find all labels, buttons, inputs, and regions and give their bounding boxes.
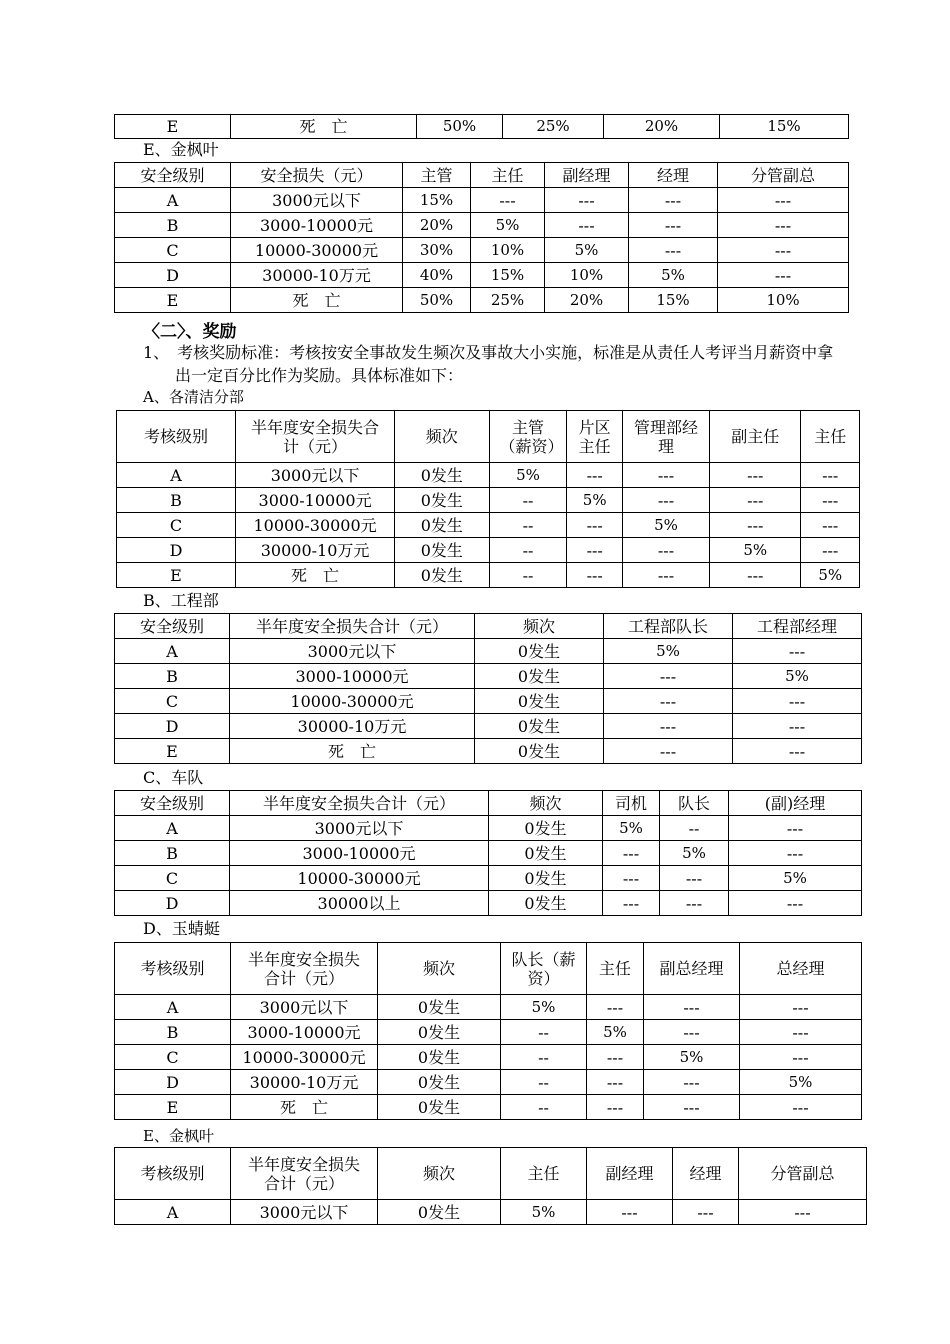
table-cell: D bbox=[115, 263, 231, 288]
table-row bbox=[115, 689, 862, 714]
table-cell: --- bbox=[718, 213, 849, 238]
table-cell: --- bbox=[718, 263, 849, 288]
table-row bbox=[115, 1045, 862, 1070]
table-cell: E bbox=[117, 563, 236, 588]
cleaning-table bbox=[116, 410, 860, 588]
table-cell: --- bbox=[644, 1070, 740, 1095]
column-header: 司机 bbox=[603, 791, 660, 816]
table-cell: D bbox=[115, 1070, 231, 1095]
table-cell: --- bbox=[710, 488, 801, 513]
table-cell: --- bbox=[587, 1045, 644, 1070]
table-row bbox=[115, 866, 862, 891]
column-header: 频次 bbox=[378, 943, 501, 995]
table-header-row bbox=[117, 411, 860, 463]
table-cell: -- bbox=[489, 488, 567, 513]
table-row bbox=[115, 213, 849, 238]
table-cell: 3000-10000元 bbox=[230, 841, 489, 866]
section-label-jinfengye-penalty: E、金枫叶 bbox=[143, 140, 219, 159]
table-cell: C bbox=[115, 1045, 231, 1070]
table-cell: --- bbox=[801, 488, 860, 513]
table-cell: -- bbox=[489, 563, 567, 588]
table-cell: A bbox=[115, 1200, 231, 1225]
table-cell: --- bbox=[729, 891, 862, 916]
table-cell: --- bbox=[801, 538, 860, 563]
table-row bbox=[115, 739, 862, 764]
table-cell: --- bbox=[733, 689, 862, 714]
table-cell: A bbox=[117, 463, 236, 488]
table-header-row bbox=[115, 1148, 867, 1200]
table-cell: -- bbox=[660, 816, 729, 841]
table-cell: 0发生 bbox=[395, 538, 489, 563]
table-cell: 0发生 bbox=[378, 995, 501, 1020]
table-cell: 15% bbox=[403, 188, 471, 213]
table-cell: C bbox=[115, 689, 230, 714]
table-cell: 5% bbox=[587, 1020, 644, 1045]
table-cell: 10000-30000元 bbox=[230, 689, 475, 714]
table-cell: --- bbox=[567, 538, 622, 563]
table-cell: D bbox=[115, 891, 230, 916]
section-label-yuqingting: D、玉蜻蜓 bbox=[143, 919, 220, 938]
column-header: 副经理 bbox=[545, 163, 629, 188]
table-cell: --- bbox=[587, 1070, 644, 1095]
column-header: 考核级别 bbox=[117, 411, 236, 463]
table-cell: -- bbox=[501, 1045, 587, 1070]
table-cell: 3000元以下 bbox=[236, 463, 395, 488]
table-cell: 5% bbox=[604, 639, 733, 664]
reward-standard-paragraph bbox=[143, 341, 843, 387]
column-header: 安全级别 bbox=[115, 791, 230, 816]
table-row bbox=[115, 995, 862, 1020]
table-cell: --- bbox=[629, 188, 718, 213]
column-header: 频次 bbox=[395, 411, 489, 463]
table-row bbox=[117, 563, 860, 588]
table-cell: --- bbox=[644, 995, 740, 1020]
table-cell: -- bbox=[501, 1095, 587, 1120]
table-cell: 死 亡 bbox=[231, 1095, 378, 1120]
column-header: 管理部经理 bbox=[622, 411, 709, 463]
table-cell: --- bbox=[567, 513, 622, 538]
table-cell: 0发生 bbox=[395, 513, 489, 538]
table-cell: 10% bbox=[545, 263, 629, 288]
table-cell: 30000以上 bbox=[230, 891, 489, 916]
section-label-cleaning: A、各清洁分部 bbox=[143, 388, 244, 406]
table-cell: 3000元以下 bbox=[231, 995, 378, 1020]
table-cell: --- bbox=[739, 1200, 867, 1225]
table-cell: --- bbox=[545, 213, 629, 238]
table-row bbox=[115, 115, 849, 139]
table-cell: 20% bbox=[604, 115, 720, 139]
table-row bbox=[115, 288, 849, 313]
top-continuation-table bbox=[114, 114, 849, 139]
table-cell: 20% bbox=[403, 213, 471, 238]
table-cell: 0发生 bbox=[378, 1045, 501, 1070]
table-cell: 0发生 bbox=[475, 639, 604, 664]
table-cell: 10% bbox=[471, 238, 545, 263]
table-cell: 3000-10000元 bbox=[236, 488, 395, 513]
column-header: 安全级别 bbox=[115, 163, 231, 188]
table-header-row bbox=[115, 614, 862, 639]
table-header-row bbox=[115, 163, 849, 188]
table-cell: 40% bbox=[403, 263, 471, 288]
table-cell: --- bbox=[604, 664, 733, 689]
column-header: 分管副总 bbox=[718, 163, 849, 188]
table-cell: 5% bbox=[733, 664, 862, 689]
column-header: 工程部经理 bbox=[733, 614, 862, 639]
table-cell: 5% bbox=[740, 1070, 862, 1095]
table-cell: --- bbox=[644, 1095, 740, 1120]
table-cell: 0发生 bbox=[489, 816, 603, 841]
table-row bbox=[117, 463, 860, 488]
table-cell: 10% bbox=[718, 288, 849, 313]
table-cell: A bbox=[115, 995, 231, 1020]
table-cell: 0发生 bbox=[475, 664, 604, 689]
table-cell: 0发生 bbox=[489, 866, 603, 891]
table-cell: 5% bbox=[644, 1045, 740, 1070]
table-cell: --- bbox=[710, 463, 801, 488]
column-header: 半年度安全损失合计（元） bbox=[231, 1148, 378, 1200]
table-cell: D bbox=[117, 538, 236, 563]
table-cell: 5% bbox=[729, 866, 862, 891]
table-cell: 15% bbox=[720, 115, 849, 139]
column-header: 副经理 bbox=[587, 1148, 673, 1200]
table-cell: 50% bbox=[417, 115, 503, 139]
table-cell: 5% bbox=[622, 513, 709, 538]
table-cell: --- bbox=[729, 816, 862, 841]
table-cell: E bbox=[115, 1095, 231, 1120]
column-header: 经理 bbox=[673, 1148, 739, 1200]
table-cell: 3000元以下 bbox=[231, 188, 403, 213]
table-row bbox=[115, 1070, 862, 1095]
table-cell: --- bbox=[740, 1020, 862, 1045]
table-cell: D bbox=[115, 714, 230, 739]
table-cell: 0发生 bbox=[475, 714, 604, 739]
table-cell: --- bbox=[740, 1095, 862, 1120]
table-cell: --- bbox=[603, 866, 660, 891]
fleet-table bbox=[114, 790, 862, 916]
column-header: 半年度安全损失合计（元） bbox=[231, 943, 378, 995]
table-cell: 0发生 bbox=[378, 1070, 501, 1095]
table-cell: --- bbox=[801, 513, 860, 538]
table-cell: 3000-10000元 bbox=[231, 213, 403, 238]
table-row bbox=[115, 664, 862, 689]
table-cell: C bbox=[115, 866, 230, 891]
column-header: 频次 bbox=[489, 791, 603, 816]
table-cell: --- bbox=[622, 488, 709, 513]
column-header: 主管（薪资） bbox=[489, 411, 567, 463]
paragraph-text: 1、 考核奖励标准：考核按安全事故发生频次及事故大小实施，标准是从责任人考评当月薪资中拿出一定百分比作为奖励。具体标准如下： bbox=[143, 343, 834, 385]
table-cell: 3000元以下 bbox=[230, 816, 489, 841]
column-header: 副总经理 bbox=[644, 943, 740, 995]
section-label-engineering: B、工程部 bbox=[143, 591, 219, 610]
column-header: 队长 bbox=[660, 791, 729, 816]
table-cell: --- bbox=[733, 739, 862, 764]
table-cell: 5% bbox=[603, 816, 660, 841]
table-row bbox=[115, 1095, 862, 1120]
table-cell: --- bbox=[567, 563, 622, 588]
table-cell: 0发生 bbox=[475, 739, 604, 764]
section-label-fleet: C、车队 bbox=[143, 768, 204, 787]
table-cell: 0发生 bbox=[378, 1200, 501, 1225]
table-cell: --- bbox=[603, 891, 660, 916]
table-row bbox=[115, 188, 849, 213]
table-cell: -- bbox=[501, 1070, 587, 1095]
section-title: 〈二〉、奖励 bbox=[143, 322, 237, 342]
table-cell: -- bbox=[501, 1020, 587, 1045]
table-cell: --- bbox=[801, 463, 860, 488]
table-cell: 3000元以下 bbox=[231, 1200, 378, 1225]
table-cell: --- bbox=[471, 188, 545, 213]
table-cell: -- bbox=[489, 513, 567, 538]
table-cell: 5% bbox=[629, 263, 718, 288]
table-cell: 15% bbox=[471, 263, 545, 288]
table-cell: 死 亡 bbox=[231, 115, 417, 139]
table-row bbox=[115, 1200, 867, 1225]
table-cell: 10000-30000元 bbox=[230, 866, 489, 891]
table-row bbox=[115, 263, 849, 288]
table-row bbox=[117, 488, 860, 513]
table-cell: 30% bbox=[403, 238, 471, 263]
table-cell: A bbox=[115, 816, 230, 841]
column-header: 工程部队长 bbox=[604, 614, 733, 639]
table-row bbox=[117, 513, 860, 538]
table-cell: 30000-10万元 bbox=[231, 1070, 378, 1095]
table-cell: 5% bbox=[489, 463, 567, 488]
table-cell: 25% bbox=[471, 288, 545, 313]
table-cell: 0发生 bbox=[395, 563, 489, 588]
table-cell: --- bbox=[660, 891, 729, 916]
table-cell: --- bbox=[740, 995, 862, 1020]
column-header: 考核级别 bbox=[115, 1148, 231, 1200]
table-cell: C bbox=[115, 238, 231, 263]
table-row bbox=[115, 841, 862, 866]
column-header: (副)经理 bbox=[729, 791, 862, 816]
table-cell: --- bbox=[604, 714, 733, 739]
table-cell: A bbox=[115, 639, 230, 664]
table-cell: C bbox=[117, 513, 236, 538]
table-cell: --- bbox=[545, 188, 629, 213]
table-cell: -- bbox=[489, 538, 567, 563]
table-cell: 死 亡 bbox=[231, 288, 403, 313]
column-header: 副主任 bbox=[710, 411, 801, 463]
table-cell: 30000-10万元 bbox=[231, 263, 403, 288]
table-cell: 0发生 bbox=[489, 891, 603, 916]
table-cell: 0发生 bbox=[489, 841, 603, 866]
column-header: 片区主任 bbox=[567, 411, 622, 463]
table-row bbox=[117, 538, 860, 563]
column-header: 总经理 bbox=[740, 943, 862, 995]
table-cell: 10000-30000元 bbox=[231, 238, 403, 263]
table-cell: --- bbox=[567, 463, 622, 488]
table-cell: 10000-30000元 bbox=[236, 513, 395, 538]
column-header: 主任 bbox=[801, 411, 860, 463]
table-row bbox=[115, 816, 862, 841]
table-cell: 5% bbox=[501, 995, 587, 1020]
table-cell: 15% bbox=[629, 288, 718, 313]
table-cell: B bbox=[115, 213, 231, 238]
table-cell: --- bbox=[740, 1045, 862, 1070]
table-cell: 3000-10000元 bbox=[230, 664, 475, 689]
column-header: 安全损失（元） bbox=[231, 163, 403, 188]
table-cell: E bbox=[115, 739, 230, 764]
table-cell: --- bbox=[587, 995, 644, 1020]
table-cell: 3000-10000元 bbox=[231, 1020, 378, 1045]
table-cell: --- bbox=[622, 563, 709, 588]
column-header: 主任 bbox=[587, 943, 644, 995]
table-cell: --- bbox=[710, 513, 801, 538]
table-cell: --- bbox=[718, 238, 849, 263]
table-cell: A bbox=[115, 188, 231, 213]
table-cell: 0发生 bbox=[475, 689, 604, 714]
table-cell: --- bbox=[604, 689, 733, 714]
jinfengye-penalty-table bbox=[114, 162, 849, 313]
table-cell: 5% bbox=[660, 841, 729, 866]
jinfengye-reward-table bbox=[114, 1147, 867, 1225]
table-cell: --- bbox=[718, 188, 849, 213]
table-cell: --- bbox=[603, 841, 660, 866]
table-row bbox=[115, 639, 862, 664]
table-cell: --- bbox=[629, 213, 718, 238]
column-header: 主管 bbox=[403, 163, 471, 188]
table-cell: 5% bbox=[567, 488, 622, 513]
table-cell: E bbox=[115, 115, 231, 139]
table-cell: --- bbox=[673, 1200, 739, 1225]
table-cell: 25% bbox=[503, 115, 604, 139]
column-header: 半年度安全损失合计（元） bbox=[236, 411, 395, 463]
table-cell: 30000-10万元 bbox=[230, 714, 475, 739]
table-cell: B bbox=[115, 841, 230, 866]
table-cell: 30000-10万元 bbox=[236, 538, 395, 563]
table-cell: --- bbox=[587, 1200, 673, 1225]
table-cell: B bbox=[115, 664, 230, 689]
table-cell: --- bbox=[733, 714, 862, 739]
table-cell: 5% bbox=[801, 563, 860, 588]
table-header-row bbox=[115, 943, 862, 995]
table-cell: --- bbox=[622, 463, 709, 488]
column-header: 安全级别 bbox=[115, 614, 230, 639]
column-header: 半年度安全损失合计（元） bbox=[230, 791, 489, 816]
column-header: 主任 bbox=[501, 1148, 587, 1200]
table-cell: 0发生 bbox=[378, 1095, 501, 1120]
engineering-table bbox=[114, 613, 862, 764]
column-header: 频次 bbox=[378, 1148, 501, 1200]
table-cell: 5% bbox=[545, 238, 629, 263]
table-cell: 3000元以下 bbox=[230, 639, 475, 664]
table-cell: 死 亡 bbox=[236, 563, 395, 588]
table-cell: B bbox=[117, 488, 236, 513]
table-cell: --- bbox=[622, 538, 709, 563]
table-cell: --- bbox=[729, 841, 862, 866]
column-header: 半年度安全损失合计（元） bbox=[230, 614, 475, 639]
table-row bbox=[115, 1020, 862, 1045]
column-header: 考核级别 bbox=[115, 943, 231, 995]
table-cell: B bbox=[115, 1020, 231, 1045]
table-cell: --- bbox=[587, 1095, 644, 1120]
table-cell: --- bbox=[644, 1020, 740, 1045]
table-cell: 5% bbox=[501, 1200, 587, 1225]
column-header: 分管副总 bbox=[739, 1148, 867, 1200]
table-cell: 5% bbox=[710, 538, 801, 563]
column-header: 队长（薪资） bbox=[501, 943, 587, 995]
table-header-row bbox=[115, 791, 862, 816]
table-cell: 0发生 bbox=[395, 463, 489, 488]
table-cell: --- bbox=[629, 238, 718, 263]
table-cell: 10000-30000元 bbox=[231, 1045, 378, 1070]
table-row bbox=[115, 714, 862, 739]
table-cell: 50% bbox=[403, 288, 471, 313]
column-header: 频次 bbox=[475, 614, 604, 639]
table-cell: --- bbox=[660, 866, 729, 891]
section-label-jinfengye-reward: E、金枫叶 bbox=[143, 1127, 214, 1145]
column-header: 主任 bbox=[471, 163, 545, 188]
table-row bbox=[115, 238, 849, 263]
table-cell: --- bbox=[604, 739, 733, 764]
table-row bbox=[115, 891, 862, 916]
table-cell: 20% bbox=[545, 288, 629, 313]
column-header: 经理 bbox=[629, 163, 718, 188]
table-cell: 死 亡 bbox=[230, 739, 475, 764]
table-cell: --- bbox=[710, 563, 801, 588]
table-cell: E bbox=[115, 288, 231, 313]
yuqingting-table bbox=[114, 942, 862, 1120]
table-cell: --- bbox=[733, 639, 862, 664]
table-cell: 5% bbox=[471, 213, 545, 238]
table-cell: 0发生 bbox=[378, 1020, 501, 1045]
table-cell: 0发生 bbox=[395, 488, 489, 513]
